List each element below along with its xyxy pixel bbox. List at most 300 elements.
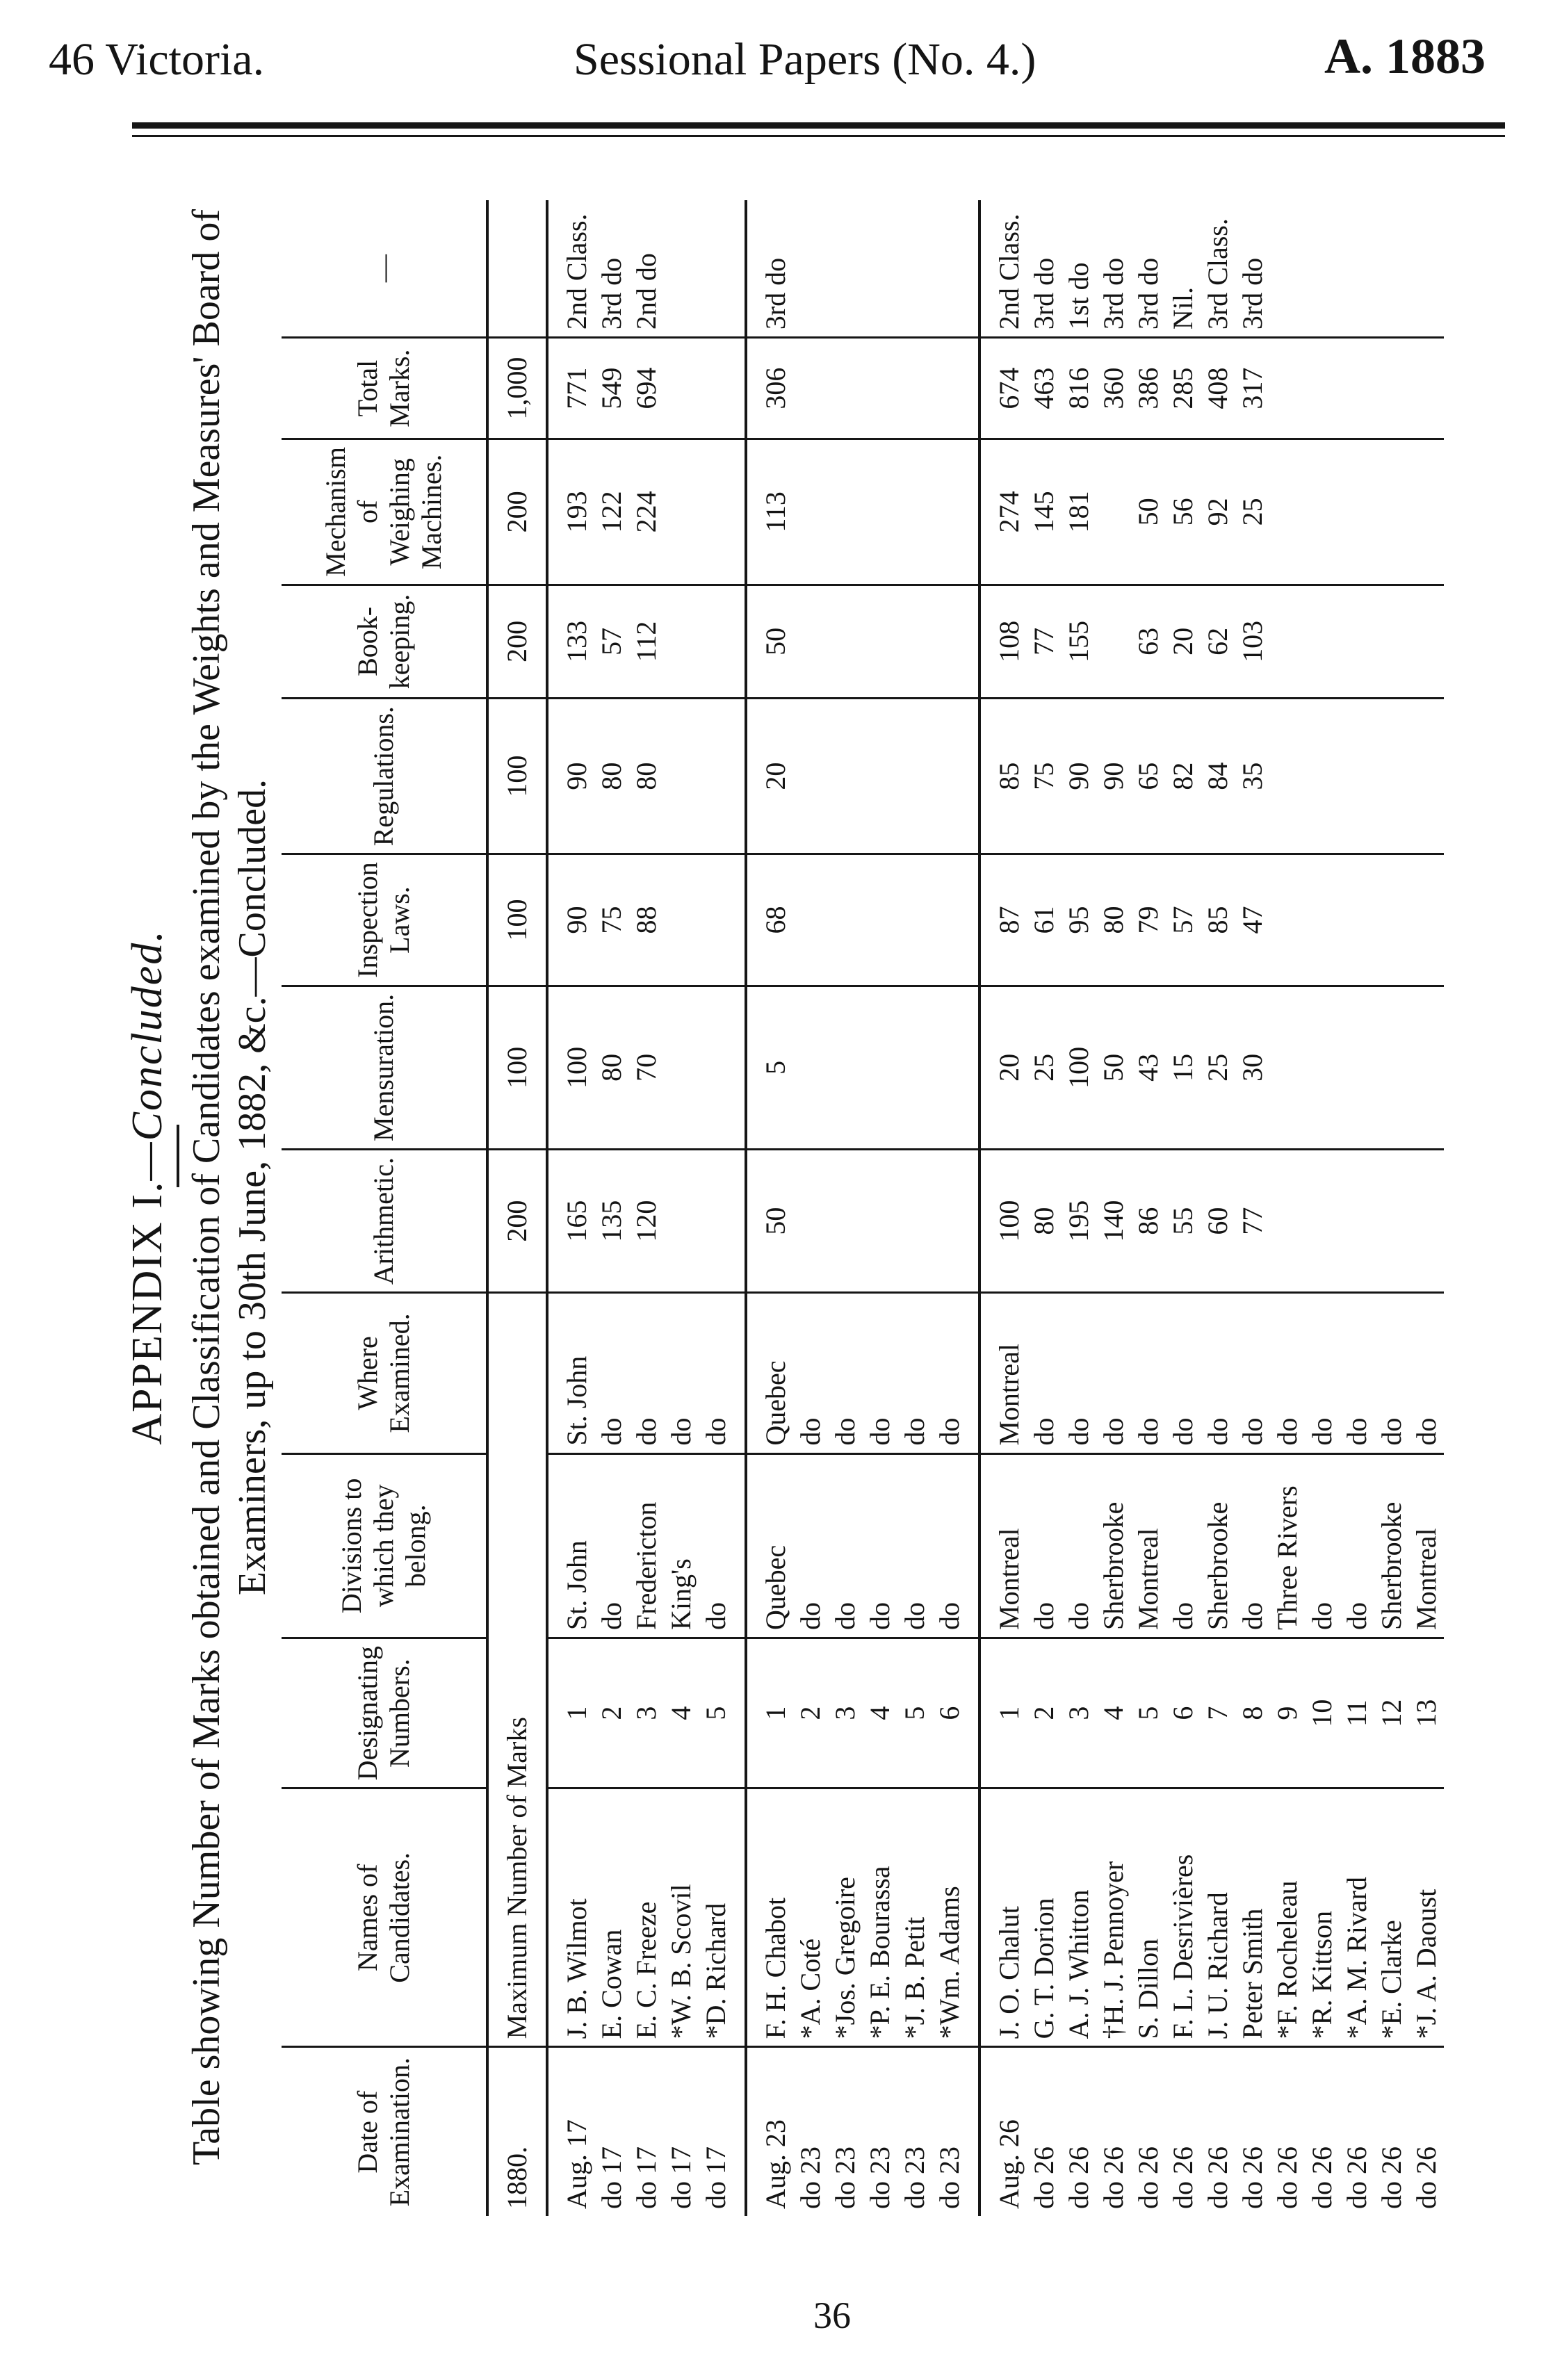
cell-class: 2nd do [629, 200, 664, 338]
cell-total [1270, 338, 1305, 439]
cell-total [863, 338, 897, 439]
cell-bookkeeping: 62 [1201, 585, 1235, 698]
cell-class [793, 200, 828, 338]
cell-name: A. J. Whitton [1062, 1788, 1096, 2047]
max-label: Maximum Number of Marks [487, 1293, 547, 2047]
appendix-suffix: —Concluded. [124, 929, 171, 1181]
cell-total [1340, 338, 1374, 439]
table-row [629, 200, 664, 2216]
cell-inspection [932, 854, 979, 986]
cell-arithmetic: 50 [746, 1150, 793, 1293]
col-num: Designating Numbers. [282, 1638, 487, 1788]
cell-date: do 23 [829, 2146, 861, 2209]
cell-arithmetic: 165 [547, 1150, 594, 1293]
cell-class: 3rd Class. [1201, 200, 1235, 338]
col-inspection: Inspection Laws. [282, 854, 487, 986]
cell-num: 4 [1096, 1638, 1131, 1788]
cell-inspection: 57 [1166, 854, 1201, 986]
table-row [1201, 200, 1235, 2216]
cell-name: *D. Richard [699, 1788, 746, 2047]
cell-date: do 23 [795, 2146, 826, 2209]
cell-regulations [897, 699, 932, 854]
cell-regulations [863, 699, 897, 854]
table-caption [0, 152, 275, 2223]
cell-bookkeeping [828, 585, 863, 698]
cell-total [664, 338, 699, 439]
max-bookkeeping: 200 [487, 585, 547, 698]
cell-inspection: 61 [1027, 854, 1062, 986]
cell-class [1270, 200, 1305, 338]
header-rule-thin [132, 135, 1505, 137]
cell-name: *P. E. Bourassa [863, 1788, 897, 2047]
cell-date: Aug. 26 [993, 2119, 1025, 2209]
cell-mensuration [932, 986, 979, 1149]
cell-mensuration [1305, 986, 1340, 1149]
cell-mechanism: 145 [1027, 439, 1062, 585]
cell-arithmetic [664, 1150, 699, 1293]
cell-num: 2 [793, 1638, 828, 1788]
cell-regulations: 90 [1062, 699, 1096, 854]
cell-date: do 26 [1306, 2146, 1337, 2209]
cell-mensuration: 5 [746, 986, 793, 1149]
table-row [1270, 200, 1305, 2216]
cell-inspection: 90 [547, 854, 594, 986]
cell-total [828, 338, 863, 439]
cell-arithmetic [1305, 1150, 1340, 1293]
cell-bookkeeping [1270, 585, 1305, 698]
cell-division: do [594, 1453, 629, 1638]
cell-date: Aug. 23 [760, 2119, 791, 2209]
cell-num: 6 [932, 1638, 979, 1788]
col-name: Names of Candidates. [282, 1788, 487, 2047]
cell-bookkeeping [863, 585, 897, 698]
max-arithmetic: 200 [487, 1150, 547, 1293]
cell-inspection: 80 [1096, 854, 1131, 986]
max-inspection: 100 [487, 854, 547, 986]
cell-mechanism [1374, 439, 1409, 585]
cell-total: 408 [1201, 338, 1235, 439]
cell-where: do [594, 1293, 629, 1453]
cell-name: *J. A. Daoust [1409, 1788, 1444, 2047]
cell-bookkeeping [793, 585, 828, 698]
cell-where: do [629, 1293, 664, 1453]
cell-class [664, 200, 699, 338]
cell-arithmetic [932, 1150, 979, 1293]
cell-arithmetic [1340, 1150, 1374, 1293]
cell-arithmetic: 135 [594, 1150, 629, 1293]
cell-arithmetic [897, 1150, 932, 1293]
col-mechanism: Mechanism of Weighing Machines. [282, 439, 487, 585]
cell-where: St. John [547, 1293, 594, 1453]
cell-class: Nil. [1166, 200, 1201, 338]
cell-arithmetic [1409, 1150, 1444, 1293]
cell-arithmetic: 140 [1096, 1150, 1131, 1293]
page-number: 36 [813, 2295, 851, 2336]
cell-date: do 26 [1132, 2146, 1164, 2209]
cell-class [1340, 200, 1374, 338]
cell-mensuration [863, 986, 897, 1149]
col-bookkeeping: Book-keeping. [282, 585, 487, 698]
cell-date: do 26 [1271, 2146, 1303, 2209]
cell-division: Sherbrooke [1374, 1453, 1409, 1638]
cell-mechanism [1305, 439, 1340, 585]
cell-date: do 26 [1202, 2146, 1233, 2209]
cell-where: do [1270, 1293, 1305, 1453]
cell-where: do [1096, 1293, 1131, 1453]
cell-num: 5 [699, 1638, 746, 1788]
cell-name: G. T. Dorion [1027, 1788, 1062, 2047]
cell-total [897, 338, 932, 439]
cell-name: J. B. Wilmot [547, 1788, 594, 2047]
cell-arithmetic: 77 [1235, 1150, 1270, 1293]
cell-division: Montreal [1131, 1453, 1166, 1638]
cell-inspection: 79 [1131, 854, 1166, 986]
caption-rule [177, 1125, 179, 1187]
cell-name: Peter Smith [1235, 1788, 1270, 2047]
cell-where: do [1062, 1293, 1096, 1453]
cell-date: Aug. 17 [561, 2119, 592, 2209]
cell-division: do [699, 1453, 746, 1638]
cell-arithmetic: 80 [1027, 1150, 1062, 1293]
cell-bookkeeping: 77 [1027, 585, 1062, 698]
cell-regulations [1374, 699, 1409, 854]
cell-date: do 17 [699, 2047, 746, 2216]
cell-total: 306 [746, 338, 793, 439]
cell-division: do [1305, 1453, 1340, 1638]
cell-name: E. Cowan [594, 1788, 629, 2047]
table-row [664, 200, 699, 2216]
cell-where: do [1305, 1293, 1340, 1453]
cell-division: Three Rivers [1270, 1453, 1305, 1638]
cell-regulations [932, 699, 979, 854]
cell-arithmetic: 100 [979, 1150, 1027, 1293]
cell-class [897, 200, 932, 338]
col-where: Where Examined. [282, 1293, 487, 1453]
cell-inspection: 85 [1201, 854, 1235, 986]
cell-class: 3rd do [594, 200, 629, 338]
table-row [1305, 200, 1340, 2216]
cell-bookkeeping [1305, 585, 1340, 698]
cell-num: 3 [629, 1638, 664, 1788]
cell-num: 11 [1340, 1638, 1374, 1788]
cell-arithmetic: 55 [1166, 1150, 1201, 1293]
cell-mensuration [793, 986, 828, 1149]
cell-name: *Jos. Gregoire [828, 1788, 863, 2047]
cell-num: 7 [1201, 1638, 1235, 1788]
cell-class [1409, 200, 1444, 338]
cell-num: 2 [1027, 1638, 1062, 1788]
cell-bookkeeping: 63 [1131, 585, 1166, 698]
cell-mensuration: 80 [594, 986, 629, 1149]
max-regulations: 100 [487, 699, 547, 854]
cell-where: do [1374, 1293, 1409, 1453]
cell-num: 6 [1166, 1638, 1201, 1788]
header-rule-thick [132, 122, 1505, 129]
cell-total: 317 [1235, 338, 1270, 439]
cell-arithmetic [699, 1150, 746, 1293]
cell-regulations: 75 [1027, 699, 1062, 854]
cell-date: do 17 [596, 2146, 627, 2209]
cell-arithmetic [863, 1150, 897, 1293]
cell-date: do 26 [1167, 2146, 1198, 2209]
cell-num: 3 [828, 1638, 863, 1788]
cell-where: do [699, 1293, 746, 1453]
cell-bookkeeping: 133 [547, 585, 594, 698]
cell-inspection: 87 [979, 854, 1027, 986]
running-head [0, 0, 1553, 111]
cell-num: 5 [897, 1638, 932, 1788]
cell-bookkeeping [932, 585, 979, 698]
table-row [793, 200, 828, 2216]
cell-mechanism: 25 [1235, 439, 1270, 585]
cell-inspection [1374, 854, 1409, 986]
cell-where: do [863, 1293, 897, 1453]
marks-table [282, 200, 1444, 2216]
cell-class [1374, 200, 1409, 338]
cell-regulations [1409, 699, 1444, 854]
cell-total [1409, 338, 1444, 439]
cell-regulations: 82 [1166, 699, 1201, 854]
table-title: Table showing Number of Marks obtained and Classification of Candidates examined by the Weights and Measures' Board of Examiners, up to 30th June, 1882, &c.—Concluded. [185, 209, 274, 2165]
cell-division: Sherbrooke [1201, 1453, 1235, 1638]
cell-division: do [793, 1453, 828, 1638]
cell-inspection [1270, 854, 1305, 986]
table-row [932, 200, 979, 2216]
cell-inspection [828, 854, 863, 986]
cell-class [932, 200, 979, 338]
table-row [746, 200, 793, 2216]
cell-regulations: 35 [1235, 699, 1270, 854]
cell-mensuration: 50 [1096, 986, 1131, 1149]
cell-mensuration: 70 [629, 986, 664, 1149]
cell-num: 13 [1409, 1638, 1444, 1788]
cell-date: do 26 [1410, 2146, 1442, 2209]
cell-inspection [1409, 854, 1444, 986]
column-header-row [282, 200, 487, 2216]
cell-name: *R. Kittson [1305, 1788, 1340, 2047]
cell-class: 3rd do [1096, 200, 1131, 338]
cell-mensuration: 30 [1235, 986, 1270, 1149]
cell-where: do [1235, 1293, 1270, 1453]
cell-class [1305, 200, 1340, 338]
cell-class: 3rd do [1131, 200, 1166, 338]
cell-name: *A. M. Rivard [1340, 1788, 1374, 2047]
cell-date: do 26 [1028, 2146, 1059, 2209]
cell-total: 360 [1096, 338, 1131, 439]
cell-mechanism: 193 [547, 439, 594, 585]
cell-where: Quebec [746, 1293, 793, 1453]
cell-where: do [1340, 1293, 1374, 1453]
cell-mechanism: 113 [746, 439, 793, 585]
cell-division: do [1235, 1453, 1270, 1638]
cell-bookkeeping [1096, 585, 1131, 698]
cell-division: do [1027, 1453, 1062, 1638]
cell-where: do [932, 1293, 979, 1453]
cell-total [932, 338, 979, 439]
cell-division: do [1340, 1453, 1374, 1638]
cell-date: do 26 [1063, 2146, 1094, 2209]
cell-division: Montreal [1409, 1453, 1444, 1638]
cell-inspection [863, 854, 897, 986]
cell-class: 3rd do [1027, 200, 1062, 338]
max-class [487, 200, 547, 338]
cell-date: do 17 [665, 2146, 697, 2209]
cell-num: 10 [1305, 1638, 1340, 1788]
cell-date: do 23 [932, 2047, 979, 2216]
cell-mensuration: 25 [1027, 986, 1062, 1149]
cell-bookkeeping: 20 [1166, 585, 1201, 698]
cell-arithmetic: 60 [1201, 1150, 1235, 1293]
cell-inspection: 88 [629, 854, 664, 986]
cell-name: F. L. Desrivières [1166, 1788, 1201, 2047]
col-date: Date of Examination. [282, 2047, 487, 2216]
cell-bookkeeping [897, 585, 932, 698]
col-mensuration: Mensuration. [282, 986, 487, 1149]
cell-inspection: 75 [594, 854, 629, 986]
cell-bookkeeping [1409, 585, 1444, 698]
cell-num: 9 [1270, 1638, 1305, 1788]
cell-num: 1 [979, 1638, 1027, 1788]
cell-mechanism [1270, 439, 1305, 585]
cell-mensuration [1409, 986, 1444, 1149]
cell-num: 4 [863, 1638, 897, 1788]
cell-mechanism [1096, 439, 1131, 585]
cell-date: do 23 [899, 2146, 930, 2209]
cell-name: F. H. Chabot [746, 1788, 793, 2047]
cell-mechanism [897, 439, 932, 585]
cell-inspection [897, 854, 932, 986]
cell-mechanism [1409, 439, 1444, 585]
cell-division: do [1166, 1453, 1201, 1638]
cell-mechanism [863, 439, 897, 585]
cell-where: do [1201, 1293, 1235, 1453]
appendix-title: APPENDIX I. [124, 1180, 171, 1445]
year-label: A. 1883 [1324, 28, 1486, 84]
cell-where: do [1027, 1293, 1062, 1453]
cell-division: do [932, 1453, 979, 1638]
cell-regulations: 90 [1096, 699, 1131, 854]
cell-mechanism: 92 [1201, 439, 1235, 585]
cell-num: 3 [1062, 1638, 1096, 1788]
cell-class [699, 200, 746, 338]
cell-class: 3rd do [1235, 200, 1270, 338]
cell-mechanism [1340, 439, 1374, 585]
cell-total: 694 [629, 338, 664, 439]
sessional-papers-label: Sessional Papers (No. 4.) [574, 34, 1036, 85]
cell-inspection: 68 [746, 854, 793, 986]
cell-mensuration [1340, 986, 1374, 1149]
cell-inspection [1305, 854, 1340, 986]
cell-bookkeeping [1374, 585, 1409, 698]
cell-total: 549 [594, 338, 629, 439]
cell-regulations [1305, 699, 1340, 854]
cell-num: 1 [746, 1638, 793, 1788]
cell-division: King's [664, 1453, 699, 1638]
cell-regulations [793, 699, 828, 854]
cell-inspection [1340, 854, 1374, 986]
cell-regulations [1270, 699, 1305, 854]
cell-name: *E. Clarke [1374, 1788, 1409, 2047]
cell-class: 2nd Class. [979, 200, 1027, 338]
table-row [1166, 200, 1201, 2216]
cell-mensuration: 15 [1166, 986, 1201, 1149]
cell-num: 2 [594, 1638, 629, 1788]
cell-inspection [699, 854, 746, 986]
cell-total: 386 [1131, 338, 1166, 439]
cell-where: do [793, 1293, 828, 1453]
cell-regulations: 80 [594, 699, 629, 854]
cell-mensuration: 25 [1201, 986, 1235, 1149]
cell-division: Fredericton [629, 1453, 664, 1638]
cell-bookkeeping: 57 [594, 585, 629, 698]
cell-regulations: 65 [1131, 699, 1166, 854]
cell-total [699, 338, 746, 439]
cell-total: 674 [979, 338, 1027, 439]
cell-bookkeeping [699, 585, 746, 698]
cell-where: Montreal [979, 1293, 1027, 1453]
cell-total [793, 338, 828, 439]
cell-class: 1st do [1062, 200, 1096, 338]
cell-date: do 17 [631, 2146, 662, 2209]
cell-date: do 26 [1341, 2146, 1372, 2209]
cell-division: Quebec [746, 1453, 793, 1638]
cell-where: do [828, 1293, 863, 1453]
table-row [828, 200, 863, 2216]
max-mensuration: 100 [487, 986, 547, 1149]
cell-division: do [828, 1453, 863, 1638]
cell-bookkeeping: 112 [629, 585, 664, 698]
cell-regulations [699, 699, 746, 854]
cell-regulations: 85 [979, 699, 1027, 854]
cell-mechanism: 50 [1131, 439, 1166, 585]
cell-arithmetic: 195 [1062, 1150, 1096, 1293]
table-row [863, 200, 897, 2216]
cell-inspection [664, 854, 699, 986]
cell-mensuration [664, 986, 699, 1149]
table-body [487, 200, 1444, 2216]
session-label: 46 Victoria. [49, 34, 265, 85]
table-row [1235, 200, 1270, 2216]
max-total: 1,000 [487, 338, 547, 439]
col-regulations: Regulations. [282, 699, 487, 854]
cell-mensuration [828, 986, 863, 1149]
cell-arithmetic [793, 1150, 828, 1293]
cell-date: do 26 [1237, 2146, 1268, 2209]
cell-date: do 26 [1098, 2146, 1129, 2209]
cell-mechanism [932, 439, 979, 585]
cell-where: do [1166, 1293, 1201, 1453]
appendix-heading [122, 152, 172, 2223]
cell-num: 5 [1131, 1638, 1166, 1788]
cell-class: 3rd do [746, 200, 793, 338]
cell-total [1374, 338, 1409, 439]
cell-regulations: 84 [1201, 699, 1235, 854]
cell-date: do 26 [1376, 2146, 1407, 2209]
table-row [1096, 200, 1131, 2216]
cell-total: 285 [1166, 338, 1201, 439]
cell-division: Montreal [979, 1453, 1027, 1638]
cell-bookkeeping: 155 [1062, 585, 1096, 698]
cell-date: do 23 [864, 2146, 895, 2209]
cell-mensuration: 43 [1131, 986, 1166, 1149]
cell-mechanism [699, 439, 746, 585]
cell-division: Sherbrooke [1096, 1453, 1131, 1638]
cell-total: 463 [1027, 338, 1062, 439]
cell-arithmetic: 120 [629, 1150, 664, 1293]
cell-regulations [828, 699, 863, 854]
cell-mensuration [699, 986, 746, 1149]
cell-num: 4 [664, 1638, 699, 1788]
